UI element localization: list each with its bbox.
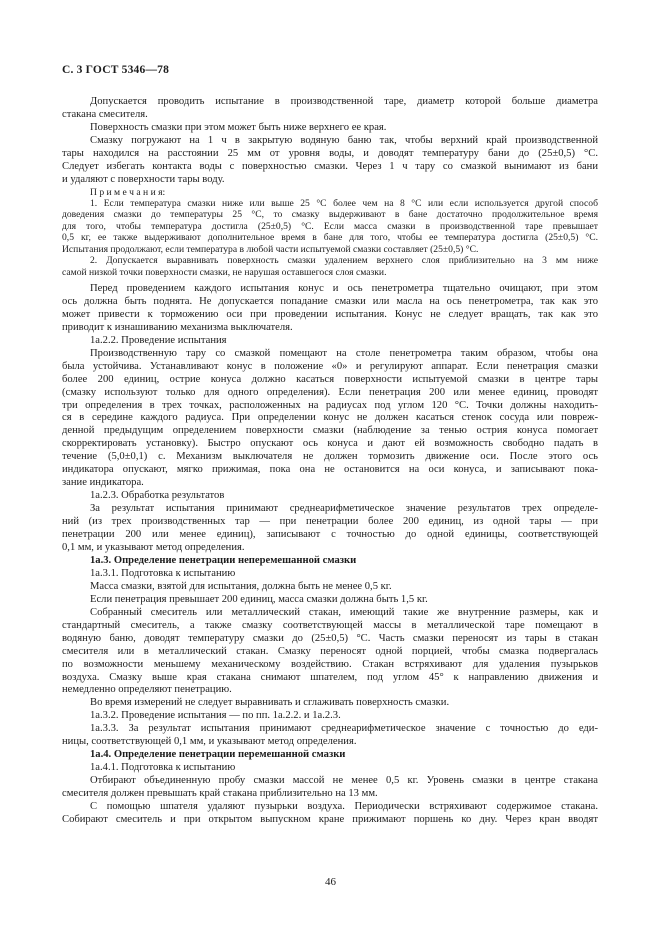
text-line: Во время измерений не следует выравнивать и сглаживать поверхность смазки. (90, 697, 450, 709)
text-line: 1а.3.2. Проведение испытания — по пп. 1а.2.2. и 1а.2.3. (90, 710, 341, 722)
text-line: скорректировать установку). Быстро опускают ось конуса и дают ей возможность свободно падать в (62, 438, 598, 450)
text-line: немедленно определяют пенетрацию. (62, 684, 232, 696)
text-line: ницы, соответствующей 0,1 мм, и указывают метод определения. (62, 736, 357, 748)
text-line: воздуха. Смазку выше края стакана снимают шпателем, под углом 45° к направлению движения и (62, 671, 598, 683)
text-line: Масса смазки, взятой для испытания, должна быть не менее 0,5 кг. (90, 580, 392, 592)
text-line: 0,1 мм, и указывают метод определения. (62, 541, 245, 553)
text-line: Собирают смеситель и при открытом выпускном кране прижимают поршень ко дну. Через кран вводят (62, 814, 598, 825)
text-line: самой низкой точки поверхности смазки, не нарушая оставшегося слоя смазки. (62, 266, 387, 278)
text-line: (смазку используют только для одного определения). Если пенетрация 200 или менее единиц, проводят (62, 386, 598, 398)
text-line: денной предыдущим определением поверхности смазки (наблюдение за тенью острия конуса помогает (62, 425, 598, 437)
text-line: ось должна быть поднята. Не допускается попадание смазки или масла на ось пенетрометра, так как это (62, 295, 598, 307)
text-line: 1а.4.1. Подготовка к испытанию (90, 762, 236, 774)
text-line: приводит к изнашиванию механизма выключателя. (62, 321, 293, 333)
text-line: Собранный смеситель или металлический стакан, имеющий такие же внутренние размеры, как и (90, 606, 598, 618)
text-line: Производственную тару со смазкой помещают на столе пенетрометра таким образом, чтобы она (90, 347, 598, 359)
text-line: Поверхность смазки при этом может быть ниже верхнего ее края. (90, 121, 387, 133)
text-line: 1а.4. Определение пенетрации перемешанной смазки (90, 749, 346, 761)
text-line: 1а.3. Определение пенетрации неперемешанной смазки (90, 554, 357, 566)
text-line: доведения смазки до температуры 25 °С, то смазку выдерживают в бане достаточно продолжительное время (62, 209, 598, 221)
text-line: Испытания продолжают, если температура в любой части испытуемой смазки составляет (25±0,5) °С. (62, 243, 479, 255)
text-line: П р и м е ч а н и я: (90, 186, 166, 198)
text-line: 1а.2.2. Проведение испытания (90, 334, 227, 346)
text-line: 1а.3.3. За результат испытания принимают среднеарифметическое значение с точностью до еди- (90, 723, 598, 735)
text-line: Если пенетрация превышает 200 единиц, масса смазки должна быть 1,5 кг. (90, 593, 428, 605)
document-body (62, 96, 598, 827)
text-line: была устойчива. Устанавливают конус в положение «0» и регулируют аппарат. Если пенетрация смазки (62, 360, 598, 372)
text-line: Смазку погружают на 1 ч в закрытую водяную баню так, чтобы верхний край производственной (90, 134, 598, 146)
text-line: За результат испытания принимают среднеарифметическое значение результатов трех определе- (90, 503, 598, 515)
text-line: стакана смесителя. (62, 108, 148, 120)
text-line: для того, чтобы температура достигла (25±0,5) °С. Если масса смазки в производственной таре превышает (62, 220, 598, 232)
text-line: 0,5 кг, ее также выдерживают дополнительное время в бане для того, чтобы ее температура достигла (25±0,5) °С. (62, 232, 598, 244)
text-line: зание индикатора. (62, 477, 144, 489)
text-line: С помощью шпателя удаляют пузырьки воздуха. Периодически встряхивают содержимое стакана. (90, 801, 598, 813)
page-number: 46 (325, 876, 336, 888)
text-line: индикатора опускают, мягко прижимая, пока она не остановится на оси конуса, и записывают пока- (62, 464, 598, 476)
text-line: Отбирают объединенную пробу смазки массой не менее 0,5 кг. Уровень смазки в центре стакана (90, 775, 598, 787)
text-line: водяную баню, доводят температуру смазки до (25±0,5) °С. Часть смазки переносят из тары в стакан (62, 632, 598, 644)
text-line: и удаляют с поверхности тары воду. (62, 173, 225, 185)
text-line: пенетрации 200 или менее единиц), записывают с точностью до одной единицы, соответствующей (62, 529, 598, 541)
text-line: смесителя должен превышать край стакана приблизительно на 13 мм. (62, 788, 378, 800)
text-line: более 200 единиц, острие конуса должно касаться поверхности испытуемой смазки в центре тары (62, 373, 598, 385)
text-line: Допускается проводить испытание в производственной таре, диаметр которой больше диаметра (90, 96, 598, 107)
text-line: 1. Если температура смазки ниже или выше 25 °С более чем на 8 °С или если используется другой способ (90, 198, 598, 210)
text-line: 1а.3.1. Подготовка к испытанию (90, 567, 236, 579)
text-line: ний (из трех производственных тар — при пенетрации более 200 единиц, из одной тары — при (62, 516, 598, 528)
page-header: С. 3 ГОСТ 5346—78 (62, 64, 170, 76)
text-line: может привести к торможению оси при проведении испытания. Конус не следует вращать, так как это (62, 308, 598, 320)
text-line: Следует избегать контакта воды с поверхностью смазки. Через 1 ч тару со смазкой вынимают из бани (62, 160, 598, 172)
text-line: тары находился на расстоянии 25 мм от уровня воды, и доводят температуру бани до (25±0,5) °С. (62, 147, 598, 159)
text-line: Перед проведением каждого испытания конус и ось пенетрометра тщательно очищают, при этом (90, 282, 598, 294)
text-line: ся в середине каждого радиуса. При определении конус не должен касаться стенок сосуда или повреж- (62, 412, 598, 424)
text-line: 1а.2.3. Обработка результатов (90, 490, 225, 502)
text-line: три определения в трех точках, расположенных на радиусах под углом 120 °С. Точки должны находить- (62, 399, 598, 411)
text-line: по возможности меньшему механическому воздействию. Стакан встряхивают для удаления пузырьков (62, 658, 598, 670)
text-line: течение (5,0±0,1) с. Механизм выключателя не должен тормозить движение оси. После этого ось (62, 451, 598, 463)
text-line: смесителя или в металлический стакан. Смазку переносят одной порцией, чтобы смазка подвергалась (62, 645, 598, 657)
text-line: 2. Допускается выравнивать поверхность смазки удалением верхнего слоя приблизительно на 3 мм ниже (90, 255, 598, 267)
text-line: стандартный смеситель, а также смазку соответствующей массы в металлической таре помещают в (62, 619, 598, 631)
